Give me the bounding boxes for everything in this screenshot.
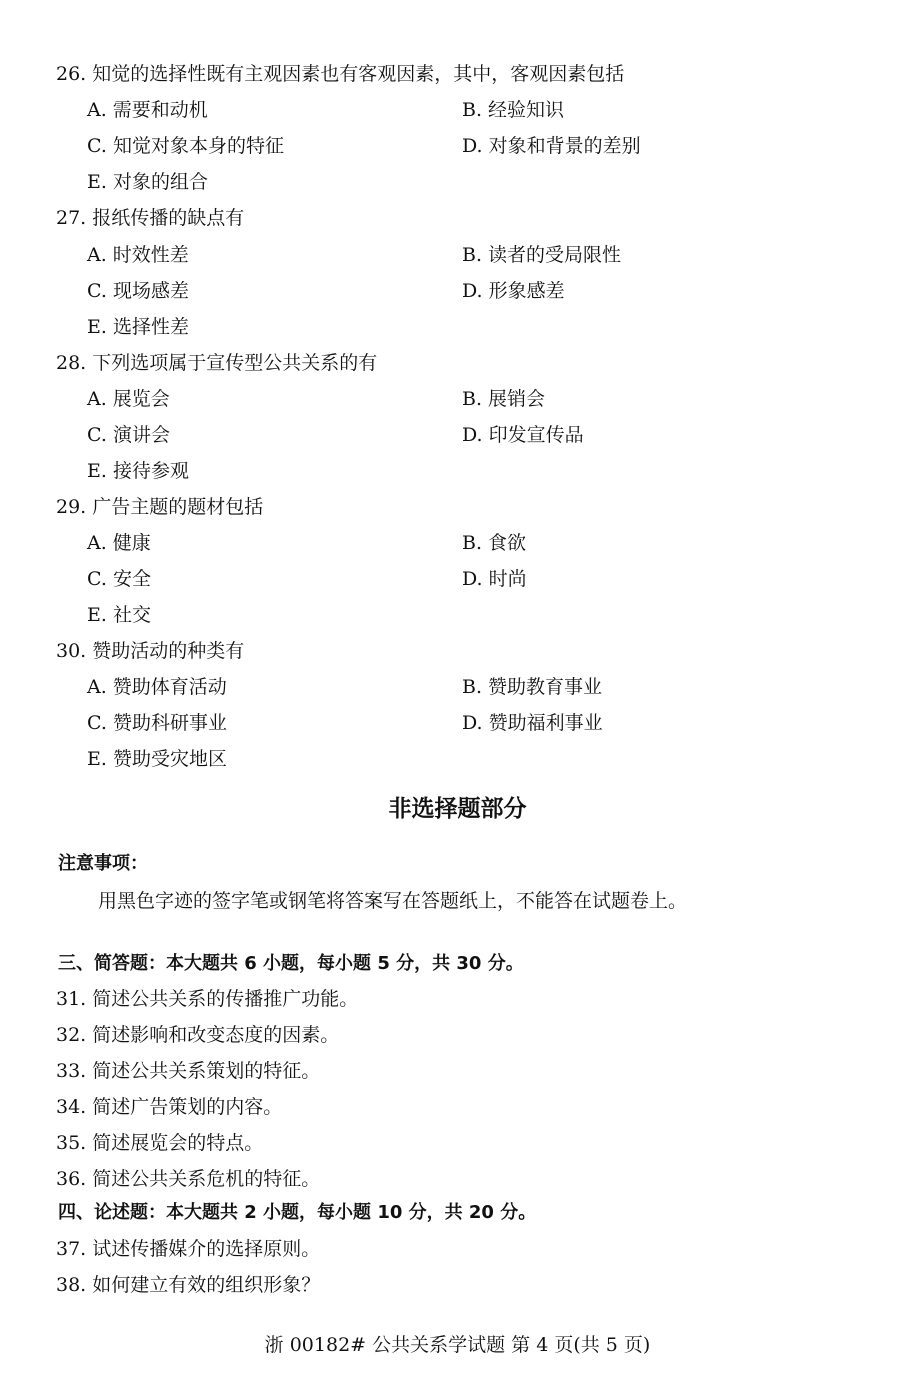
question-26-option-e: E. 对象的组合 xyxy=(87,171,208,193)
question-26-option-d: D. 对象和背景的差别 xyxy=(462,135,641,157)
question-28-option-c: C. 演讲会 xyxy=(87,424,170,446)
question-29-option-a: A. 健康 xyxy=(87,532,151,554)
question-35: 35. 简述展览会的特点。 xyxy=(56,1132,264,1154)
notice-label: 注意事项： xyxy=(58,853,148,874)
page-footer: 浙 00182# 公共关系学试题 第 4 页(共 5 页) xyxy=(264,1334,651,1356)
question-29-option-b: B. 食欲 xyxy=(462,532,527,554)
question-27-option-c: C. 现场感差 xyxy=(87,280,189,302)
question-30-option-c: C. 赞助科研事业 xyxy=(87,712,227,734)
question-26-option-b: B. 经验知识 xyxy=(462,99,565,121)
question-28-stem: 28. 下列选项属于宣传型公共关系的有 xyxy=(56,352,378,374)
question-27-stem: 27. 报纸传播的缺点有 xyxy=(56,207,245,229)
question-28-option-e: E. 接待参观 xyxy=(87,460,189,482)
question-36: 36. 简述公共关系危机的特征。 xyxy=(56,1168,321,1190)
question-29-option-e: E. 社交 xyxy=(87,604,151,626)
essay-header: 四、论述题：本大题共 2 小题，每小题 10 分，共 20 分。 xyxy=(58,1202,537,1223)
question-28-option-a: A. 展览会 xyxy=(87,388,170,410)
question-33: 33. 简述公共关系策划的特征。 xyxy=(56,1060,321,1082)
question-28-option-d: D. 印发宣传品 xyxy=(462,424,584,446)
question-29-stem: 29. 广告主题的题材包括 xyxy=(56,496,264,518)
question-30-option-b: B. 赞助教育事业 xyxy=(462,676,603,698)
question-26-option-c: C. 知觉对象本身的特征 xyxy=(87,135,284,157)
question-27-option-e: E. 选择性差 xyxy=(87,316,189,338)
question-37: 37. 试述传播媒介的选择原则。 xyxy=(56,1238,321,1260)
question-38: 38. 如何建立有效的组织形象？ xyxy=(56,1274,321,1296)
question-27-option-a: A. 时效性差 xyxy=(87,244,189,266)
short-answer-header: 三、简答题：本大题共 6 小题，每小题 5 分，共 30 分。 xyxy=(58,953,524,974)
question-30-option-d: D. 赞助福利事业 xyxy=(462,712,603,734)
question-30-stem: 30. 赞助活动的种类有 xyxy=(56,640,245,662)
question-26-option-a: A. 需要和动机 xyxy=(87,99,208,121)
question-30-option-e: E. 赞助受灾地区 xyxy=(87,748,227,770)
question-26-stem: 26. 知觉的选择性既有主观因素也有客观因素，其中，客观因素包括 xyxy=(56,63,625,85)
notice-text: 用黑色字迹的签字笔或钢笔将答案写在答题纸上，不能答在试题卷上。 xyxy=(98,890,688,912)
question-29-option-d: D. 时尚 xyxy=(462,568,527,590)
question-32: 32. 简述影响和改变态度的因素。 xyxy=(56,1024,340,1046)
question-28-option-b: B. 展销会 xyxy=(462,388,546,410)
question-30-option-a: A. 赞助体育活动 xyxy=(87,676,227,698)
question-29-option-c: C. 安全 xyxy=(87,568,151,590)
section-title: 非选择题部分 xyxy=(388,796,527,822)
question-27-option-b: B. 读者的受局限性 xyxy=(462,244,622,266)
question-31: 31. 简述公共关系的传播推广功能。 xyxy=(56,988,359,1010)
question-27-option-d: D. 形象感差 xyxy=(462,280,565,302)
question-34: 34. 简述广告策划的内容。 xyxy=(56,1096,283,1118)
